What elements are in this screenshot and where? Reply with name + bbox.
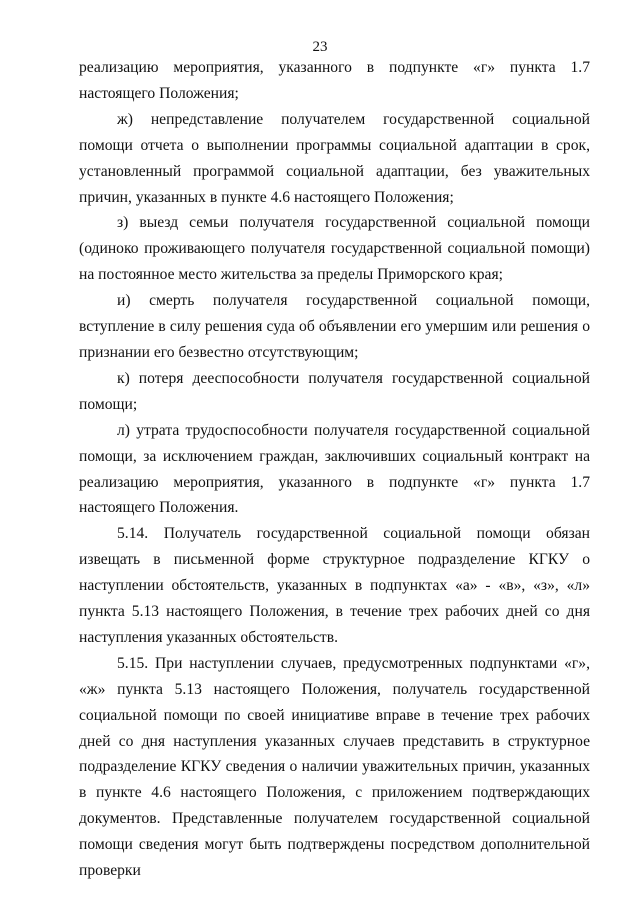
paragraph-item-z: з) выезд семьи получателя государственной социальной помощи (одиноко проживающего получателя государственной социальной помощи) на постоянное место жительства за пределы Приморского края; xyxy=(79,214,590,284)
paragraph-item-zh: ж) непредставление получателем государственной социальной помощи отчета о выполнении программы социальной адаптации в срок, установленный программой социальной адаптации, без уважительных причин, указанных в пункте 4.6 настоящего Положения; xyxy=(79,110,590,206)
document-body xyxy=(79,55,590,884)
page-number: 23 xyxy=(312,39,328,55)
paragraph-5-14: 5.14. Получатель государственной социальной помощи обязан извещать в письменной форме структурное подразделение КГКУ о наступлении обстоятельств, указанных в подпунктах «а» - «в», «з», «л» пункта 5.13 настоящего Положения, в течение трех рабочих дней со дня наступления указанных обстоятельств. xyxy=(79,525,590,646)
paragraph-item-l: л) утрата трудоспособности получателя государственной социальной помощи, за исключением граждан, заключивших социальный контракт на реализацию мероприятия, указанного в подпункте «г» пункта 1.7 настоящего Положения. xyxy=(79,421,590,517)
paragraph-5-15: 5.15. При наступлении случаев, предусмотренных подпунктами «г», «ж» пункта 5.13 настоящего Положения, получатель государственной социальной помощи по своей инициативе вправе в течение трех рабочих дней со дня наступления указанных случаев представить в структурное подразделение КГКУ сведения о наличии уважительных причин, указанных в пункте 4.6 настоящего Положения, с приложением подтверждающих документов. Представленные получателем государственной социальной помощи сведения могут быть подтверждены посредством дополнительной проверки xyxy=(79,654,590,880)
paragraph-continuation: реализацию мероприятия, указанного в подпункте «г» пункта 1.7 настоящего Положения; xyxy=(79,59,590,102)
paragraph-item-k: к) потеря дееспособности получателя государственной социальной помощи; xyxy=(79,369,590,413)
paragraph-item-i: и) смерть получателя государственной социальной помощи, вступление в силу решения суда об объявлении его умершим или решения о признании его безвестно отсутствующим; xyxy=(79,292,590,361)
